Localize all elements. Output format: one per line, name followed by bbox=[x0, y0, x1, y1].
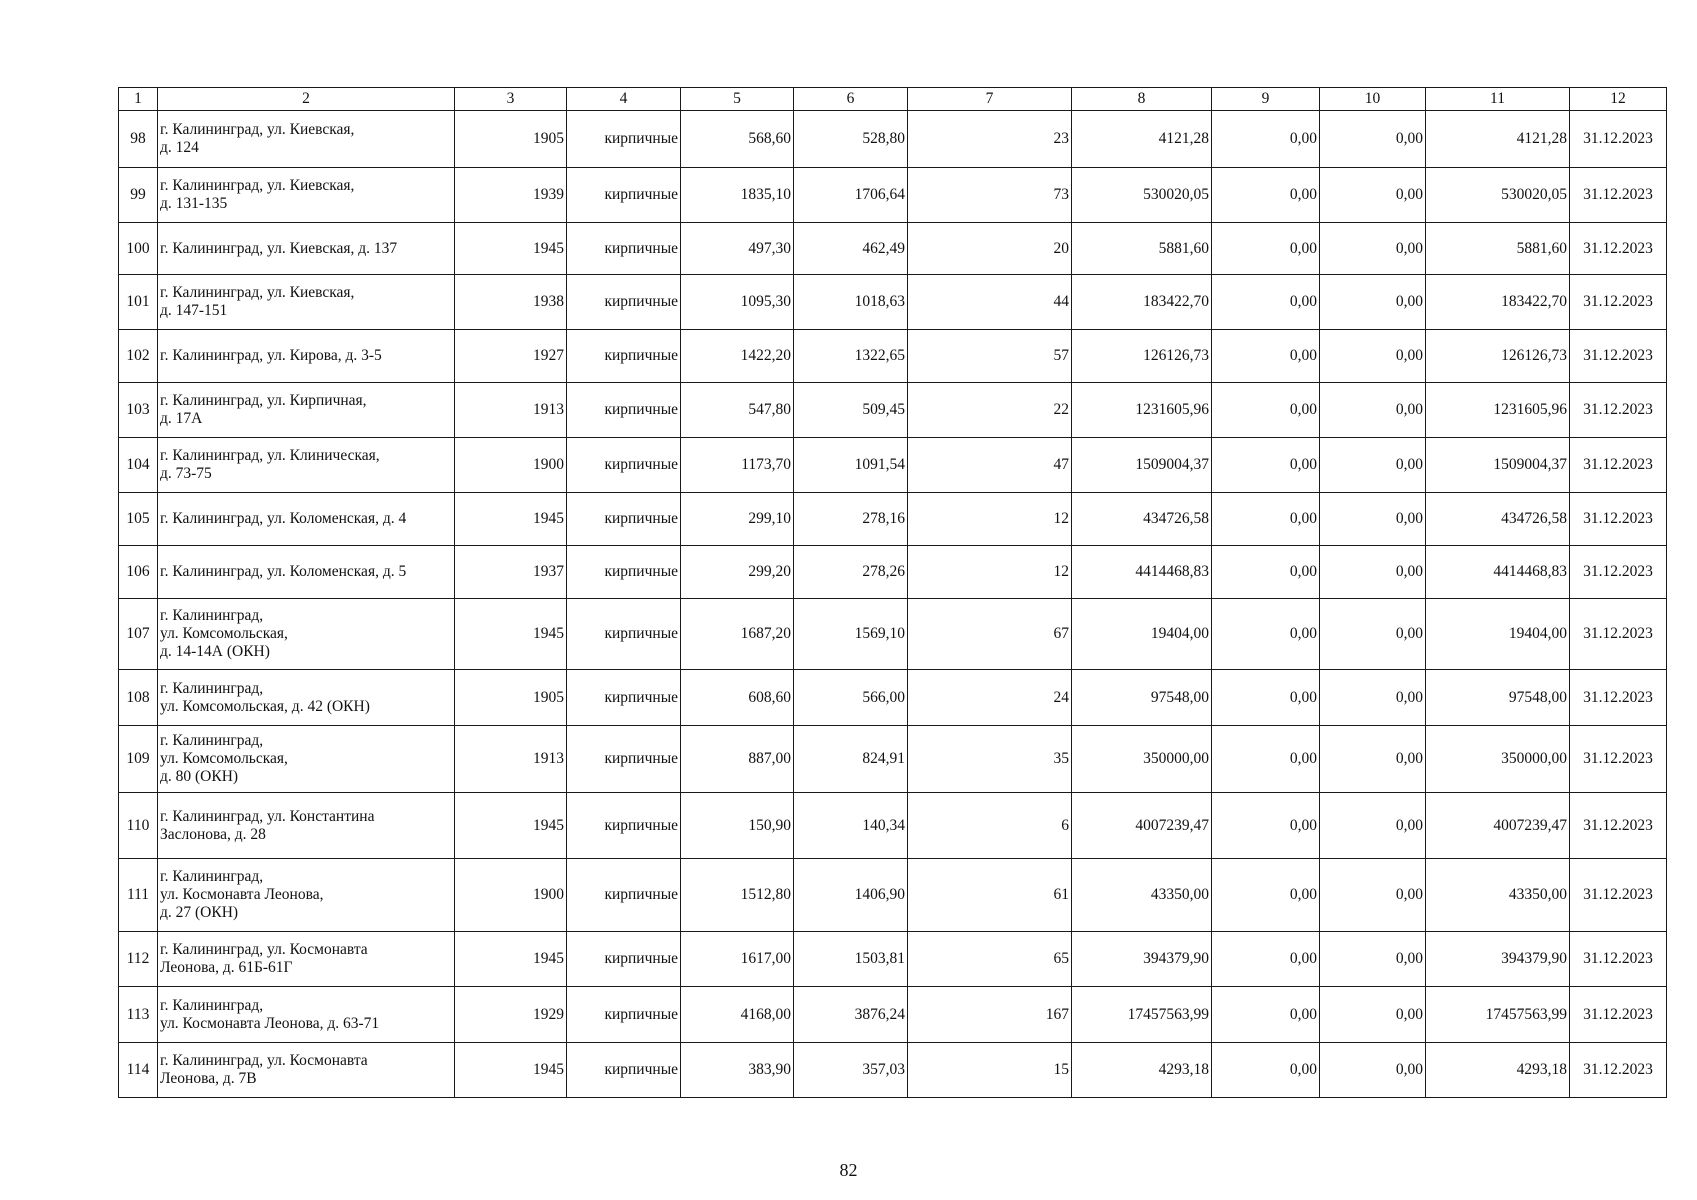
deadline-date-cell: 31.12.2023 bbox=[1570, 383, 1667, 438]
col6-cell: 1406,90 bbox=[794, 859, 908, 932]
year-cell: 1900 bbox=[455, 438, 567, 493]
row-number-cell: 105 bbox=[119, 493, 158, 546]
address-line: г. Калининград, ул. Константина bbox=[160, 807, 375, 825]
col6-cell: 278,16 bbox=[794, 493, 908, 546]
col5-cell: 299,10 bbox=[681, 493, 794, 546]
col7-cell: 65 bbox=[908, 932, 1072, 987]
address-cell bbox=[158, 726, 455, 793]
col6-cell: 1091,54 bbox=[794, 438, 908, 493]
deadline-date-cell: 31.12.2023 bbox=[1570, 1043, 1667, 1098]
table-row bbox=[119, 670, 1667, 726]
deadline-date-cell: 31.12.2023 bbox=[1570, 275, 1667, 330]
col10-cell: 0,00 bbox=[1320, 438, 1426, 493]
deadline-date-cell: 31.12.2023 bbox=[1570, 670, 1667, 726]
table-row bbox=[119, 599, 1667, 670]
address-line: д. 131-135 bbox=[160, 195, 228, 212]
col8-cell: 126126,73 bbox=[1072, 330, 1212, 383]
row-number-cell: 114 bbox=[119, 1043, 158, 1098]
deadline-date-cell: 31.12.2023 bbox=[1570, 493, 1667, 546]
column-number-cell: 9 bbox=[1212, 88, 1320, 111]
wall-material-cell: кирпичные bbox=[567, 859, 681, 932]
deadline-date-cell: 31.12.2023 bbox=[1570, 168, 1667, 223]
year-cell: 1945 bbox=[455, 223, 567, 275]
col7-cell: 44 bbox=[908, 275, 1072, 330]
col5-cell: 1173,70 bbox=[681, 438, 794, 493]
col9-cell: 0,00 bbox=[1212, 793, 1320, 859]
year-cell: 1913 bbox=[455, 383, 567, 438]
col7-cell: 47 bbox=[908, 438, 1072, 493]
col10-cell: 0,00 bbox=[1320, 670, 1426, 726]
col11-cell: 4121,28 bbox=[1426, 111, 1570, 168]
col5-cell: 1617,00 bbox=[681, 932, 794, 987]
column-number-cell: 10 bbox=[1320, 88, 1426, 111]
col10-cell: 0,00 bbox=[1320, 932, 1426, 987]
address-cell bbox=[158, 859, 455, 932]
wall-material-cell: кирпичные bbox=[567, 599, 681, 670]
address-line: ул. Космонавта Леонова, bbox=[160, 886, 324, 903]
col5-cell: 383,90 bbox=[681, 1043, 794, 1098]
col8-cell: 19404,00 bbox=[1072, 599, 1212, 670]
table-row bbox=[119, 546, 1667, 599]
row-number-cell: 104 bbox=[119, 438, 158, 493]
row-number-cell: 112 bbox=[119, 932, 158, 987]
col10-cell: 0,00 bbox=[1320, 275, 1426, 330]
col11-cell: 4007239,47 bbox=[1426, 793, 1570, 859]
year-cell: 1927 bbox=[455, 330, 567, 383]
table-row bbox=[119, 111, 1667, 168]
col5-cell: 1687,20 bbox=[681, 599, 794, 670]
address-line: д. 147-151 bbox=[160, 302, 228, 319]
column-number-cell: 6 bbox=[794, 88, 908, 111]
wall-material-cell: кирпичные bbox=[567, 383, 681, 438]
address-cell bbox=[158, 987, 455, 1043]
col7-cell: 24 bbox=[908, 670, 1072, 726]
year-cell: 1938 bbox=[455, 275, 567, 330]
col10-cell: 0,00 bbox=[1320, 793, 1426, 859]
col7-cell: 12 bbox=[908, 493, 1072, 546]
deadline-date-cell: 31.12.2023 bbox=[1570, 726, 1667, 793]
table-row bbox=[119, 859, 1667, 932]
col10-cell: 0,00 bbox=[1320, 111, 1426, 168]
col7-cell: 15 bbox=[908, 1043, 1072, 1098]
year-cell: 1929 bbox=[455, 987, 567, 1043]
address-line: г. Калининград, bbox=[160, 679, 264, 697]
wall-material-cell: кирпичные bbox=[567, 726, 681, 793]
col7-cell: 57 bbox=[908, 330, 1072, 383]
col7-cell: 6 bbox=[908, 793, 1072, 859]
col8-cell: 43350,00 bbox=[1072, 859, 1212, 932]
address-cell bbox=[158, 223, 455, 275]
col10-cell: 0,00 bbox=[1320, 168, 1426, 223]
address-cell bbox=[158, 932, 455, 987]
col10-cell: 0,00 bbox=[1320, 383, 1426, 438]
col7-cell: 23 bbox=[908, 111, 1072, 168]
col7-cell: 73 bbox=[908, 168, 1072, 223]
address-cell bbox=[158, 168, 455, 223]
col8-cell: 183422,70 bbox=[1072, 275, 1212, 330]
address-line: д. 27 (ОКН) bbox=[160, 904, 239, 921]
col9-cell: 0,00 bbox=[1212, 438, 1320, 493]
table-row bbox=[119, 932, 1667, 987]
row-number-cell: 111 bbox=[119, 859, 158, 932]
address-cell bbox=[158, 438, 455, 493]
address-cell bbox=[158, 793, 455, 859]
table-row bbox=[119, 987, 1667, 1043]
year-cell: 1900 bbox=[455, 859, 567, 932]
column-number-cell: 8 bbox=[1072, 88, 1212, 111]
address-line: д. 73-75 bbox=[160, 465, 212, 482]
col5-cell: 4168,00 bbox=[681, 987, 794, 1043]
column-number-cell: 3 bbox=[455, 88, 567, 111]
address-line: д. 124 bbox=[160, 139, 199, 156]
address-line: г. Калининград, ул. Клиническая, bbox=[160, 447, 380, 464]
year-cell: 1945 bbox=[455, 599, 567, 670]
col5-cell: 1422,20 bbox=[681, 330, 794, 383]
year-cell: 1939 bbox=[455, 168, 567, 223]
col10-cell: 0,00 bbox=[1320, 493, 1426, 546]
table-row bbox=[119, 438, 1667, 493]
deadline-date-cell: 31.12.2023 bbox=[1570, 599, 1667, 670]
wall-material-cell: кирпичные bbox=[567, 793, 681, 859]
col6-cell: 1018,63 bbox=[794, 275, 908, 330]
address-line: г. Калининград, bbox=[160, 607, 264, 624]
column-number-cell: 2 bbox=[158, 88, 455, 111]
col11-cell: 1231605,96 bbox=[1426, 383, 1570, 438]
table-row bbox=[119, 1043, 1667, 1098]
col9-cell: 0,00 bbox=[1212, 859, 1320, 932]
deadline-date-cell: 31.12.2023 bbox=[1570, 223, 1667, 275]
year-cell: 1945 bbox=[455, 1043, 567, 1098]
row-number-cell: 108 bbox=[119, 670, 158, 726]
col10-cell: 0,00 bbox=[1320, 599, 1426, 670]
col6-cell: 1706,64 bbox=[794, 168, 908, 223]
col10-cell: 0,00 bbox=[1320, 859, 1426, 932]
col5-cell: 1095,30 bbox=[681, 275, 794, 330]
wall-material-cell: кирпичные bbox=[567, 493, 681, 546]
col11-cell: 4293,18 bbox=[1426, 1043, 1570, 1098]
address-line: ул. Комсомольская, д. 42 (ОКН) bbox=[160, 697, 370, 715]
col5-cell: 150,90 bbox=[681, 793, 794, 859]
col6-cell: 278,26 bbox=[794, 546, 908, 599]
address-line: ул. Космонавта Леонова, д. 63-71 bbox=[160, 1014, 380, 1032]
col5-cell: 1835,10 bbox=[681, 168, 794, 223]
wall-material-cell: кирпичные bbox=[567, 111, 681, 168]
wall-material-cell: кирпичные bbox=[567, 932, 681, 987]
deadline-date-cell: 31.12.2023 bbox=[1570, 793, 1667, 859]
col9-cell: 0,00 bbox=[1212, 726, 1320, 793]
col8-cell: 1231605,96 bbox=[1072, 383, 1212, 438]
col7-cell: 167 bbox=[908, 987, 1072, 1043]
column-number-cell: 5 bbox=[681, 88, 794, 111]
row-number-cell: 113 bbox=[119, 987, 158, 1043]
table-row bbox=[119, 793, 1667, 859]
address-cell bbox=[158, 275, 455, 330]
table-row bbox=[119, 726, 1667, 793]
address-line: г. Калининград, ул. Коломенская, д. 4 bbox=[160, 510, 407, 527]
wall-material-cell: кирпичные bbox=[567, 330, 681, 383]
address-line: ул. Комсомольская, bbox=[160, 625, 288, 642]
address-line: д. 80 (ОКН) bbox=[160, 768, 239, 785]
col8-cell: 4121,28 bbox=[1072, 111, 1212, 168]
address-cell bbox=[158, 493, 455, 546]
col5-cell: 299,20 bbox=[681, 546, 794, 599]
table-row bbox=[119, 275, 1667, 330]
col8-cell: 5881,60 bbox=[1072, 223, 1212, 275]
wall-material-cell: кирпичные bbox=[567, 275, 681, 330]
col7-cell: 12 bbox=[908, 546, 1072, 599]
col10-cell: 0,00 bbox=[1320, 546, 1426, 599]
address-line: г. Калининград, bbox=[160, 868, 264, 885]
col8-cell: 17457563,99 bbox=[1072, 987, 1212, 1043]
col6-cell: 824,91 bbox=[794, 726, 908, 793]
col8-cell: 4007239,47 bbox=[1072, 793, 1212, 859]
col6-cell: 3876,24 bbox=[794, 987, 908, 1043]
address-cell bbox=[158, 546, 455, 599]
year-cell: 1945 bbox=[455, 932, 567, 987]
deadline-date-cell: 31.12.2023 bbox=[1570, 987, 1667, 1043]
address-line: Леонова, д. 7В bbox=[160, 1070, 257, 1087]
wall-material-cell: кирпичные bbox=[567, 670, 681, 726]
col11-cell: 19404,00 bbox=[1426, 599, 1570, 670]
wall-material-cell: кирпичные bbox=[567, 1043, 681, 1098]
address-cell bbox=[158, 1043, 455, 1098]
deadline-date-cell: 31.12.2023 bbox=[1570, 438, 1667, 493]
column-number-cell: 11 bbox=[1426, 88, 1570, 111]
address-line: г. Калининград, ул. Космонавта bbox=[160, 1052, 368, 1069]
col6-cell: 566,00 bbox=[794, 670, 908, 726]
col9-cell: 0,00 bbox=[1212, 275, 1320, 330]
col7-cell: 22 bbox=[908, 383, 1072, 438]
year-cell: 1905 bbox=[455, 111, 567, 168]
address-line: г. Калининград, ул. Кирова, д. 3-5 bbox=[160, 347, 382, 364]
address-line: г. Калининград, ул. Кирпичная, bbox=[160, 392, 367, 409]
year-cell: 1945 bbox=[455, 493, 567, 546]
wall-material-cell: кирпичные bbox=[567, 168, 681, 223]
col11-cell: 1509004,37 bbox=[1426, 438, 1570, 493]
row-number-cell: 102 bbox=[119, 330, 158, 383]
col11-cell: 97548,00 bbox=[1426, 670, 1570, 726]
wall-material-cell: кирпичные bbox=[567, 438, 681, 493]
year-cell: 1905 bbox=[455, 670, 567, 726]
housing-register-table bbox=[118, 87, 1667, 1098]
address-line: г. Калининград, ул. Коломенская, д. 5 bbox=[160, 563, 407, 580]
col6-cell: 462,49 bbox=[794, 223, 908, 275]
wall-material-cell: кирпичные bbox=[567, 223, 681, 275]
row-number-cell: 109 bbox=[119, 726, 158, 793]
col6-cell: 509,45 bbox=[794, 383, 908, 438]
table-row bbox=[119, 493, 1667, 546]
register-body bbox=[119, 111, 1667, 1098]
col9-cell: 0,00 bbox=[1212, 383, 1320, 438]
address-cell bbox=[158, 330, 455, 383]
col8-cell: 350000,00 bbox=[1072, 726, 1212, 793]
col8-cell: 394379,90 bbox=[1072, 932, 1212, 987]
address-cell bbox=[158, 670, 455, 726]
col10-cell: 0,00 bbox=[1320, 223, 1426, 275]
col11-cell: 394379,90 bbox=[1426, 932, 1570, 987]
register-sheet bbox=[118, 87, 1666, 1098]
year-cell: 1913 bbox=[455, 726, 567, 793]
row-number-cell: 98 bbox=[119, 111, 158, 168]
col5-cell: 568,60 bbox=[681, 111, 794, 168]
column-number-row bbox=[119, 88, 1667, 111]
deadline-date-cell: 31.12.2023 bbox=[1570, 330, 1667, 383]
deadline-date-cell: 31.12.2023 bbox=[1570, 111, 1667, 168]
col8-cell: 1509004,37 bbox=[1072, 438, 1212, 493]
deadline-date-cell: 31.12.2023 bbox=[1570, 546, 1667, 599]
col9-cell: 0,00 bbox=[1212, 168, 1320, 223]
col6-cell: 1503,81 bbox=[794, 932, 908, 987]
col9-cell: 0,00 bbox=[1212, 1043, 1320, 1098]
col9-cell: 0,00 bbox=[1212, 493, 1320, 546]
col7-cell: 35 bbox=[908, 726, 1072, 793]
col7-cell: 67 bbox=[908, 599, 1072, 670]
col8-cell: 434726,58 bbox=[1072, 493, 1212, 546]
col9-cell: 0,00 bbox=[1212, 599, 1320, 670]
col11-cell: 183422,70 bbox=[1426, 275, 1570, 330]
col10-cell: 0,00 bbox=[1320, 726, 1426, 793]
row-number-cell: 99 bbox=[119, 168, 158, 223]
col6-cell: 1569,10 bbox=[794, 599, 908, 670]
year-cell: 1937 bbox=[455, 546, 567, 599]
col9-cell: 0,00 bbox=[1212, 670, 1320, 726]
col9-cell: 0,00 bbox=[1212, 330, 1320, 383]
col6-cell: 1322,65 bbox=[794, 330, 908, 383]
col6-cell: 140,34 bbox=[794, 793, 908, 859]
col6-cell: 528,80 bbox=[794, 111, 908, 168]
address-cell bbox=[158, 383, 455, 438]
col11-cell: 126126,73 bbox=[1426, 330, 1570, 383]
col11-cell: 17457563,99 bbox=[1426, 987, 1570, 1043]
col8-cell: 4414468,83 bbox=[1072, 546, 1212, 599]
col8-cell: 4293,18 bbox=[1072, 1043, 1212, 1098]
row-number-cell: 103 bbox=[119, 383, 158, 438]
table-row bbox=[119, 223, 1667, 275]
address-line: г. Калининград, ул. Киевская, д. 137 bbox=[160, 239, 398, 257]
row-number-cell: 107 bbox=[119, 599, 158, 670]
col11-cell: 5881,60 bbox=[1426, 223, 1570, 275]
column-number-cell: 4 bbox=[567, 88, 681, 111]
col7-cell: 61 bbox=[908, 859, 1072, 932]
col11-cell: 4414468,83 bbox=[1426, 546, 1570, 599]
deadline-date-cell: 31.12.2023 bbox=[1570, 859, 1667, 932]
address-line: ул. Комсомольская, bbox=[160, 750, 288, 767]
col11-cell: 350000,00 bbox=[1426, 726, 1570, 793]
col9-cell: 0,00 bbox=[1212, 223, 1320, 275]
column-number-cell: 12 bbox=[1570, 88, 1667, 111]
column-number-cell: 7 bbox=[908, 88, 1072, 111]
col8-cell: 530020,05 bbox=[1072, 168, 1212, 223]
col6-cell: 357,03 bbox=[794, 1043, 908, 1098]
col5-cell: 547,80 bbox=[681, 383, 794, 438]
address-line: Леонова, д. 61Б-61Г bbox=[160, 959, 293, 976]
wall-material-cell: кирпичные bbox=[567, 546, 681, 599]
col5-cell: 1512,80 bbox=[681, 859, 794, 932]
col5-cell: 608,60 bbox=[681, 670, 794, 726]
col8-cell: 97548,00 bbox=[1072, 670, 1212, 726]
row-number-cell: 100 bbox=[119, 223, 158, 275]
col9-cell: 0,00 bbox=[1212, 932, 1320, 987]
row-number-cell: 101 bbox=[119, 275, 158, 330]
address-cell bbox=[158, 111, 455, 168]
col10-cell: 0,00 bbox=[1320, 1043, 1426, 1098]
address-line: д. 14-14А (ОКН) bbox=[160, 643, 270, 660]
col9-cell: 0,00 bbox=[1212, 546, 1320, 599]
wall-material-cell: кирпичные bbox=[567, 987, 681, 1043]
col7-cell: 20 bbox=[908, 223, 1072, 275]
col5-cell: 497,30 bbox=[681, 223, 794, 275]
table-row bbox=[119, 383, 1667, 438]
table-row bbox=[119, 168, 1667, 223]
col10-cell: 0,00 bbox=[1320, 330, 1426, 383]
row-number-cell: 110 bbox=[119, 793, 158, 859]
address-line: г. Калининград, bbox=[160, 996, 264, 1014]
col11-cell: 530020,05 bbox=[1426, 168, 1570, 223]
col5-cell: 887,00 bbox=[681, 726, 794, 793]
column-number-cell: 1 bbox=[119, 88, 158, 111]
table-row bbox=[119, 330, 1667, 383]
year-cell: 1945 bbox=[455, 793, 567, 859]
address-line: д. 17А bbox=[160, 410, 203, 427]
page-number: 82 bbox=[839, 1160, 858, 1180]
address-line: Заслонова, д. 28 bbox=[160, 825, 266, 843]
address-line: г. Калининград, bbox=[160, 732, 264, 749]
address-line: г. Калининград, ул. Космонавта bbox=[160, 941, 368, 958]
address-cell bbox=[158, 599, 455, 670]
address-line: г. Калининград, ул. Киевская, bbox=[160, 177, 355, 194]
col9-cell: 0,00 bbox=[1212, 111, 1320, 168]
col11-cell: 434726,58 bbox=[1426, 493, 1570, 546]
deadline-date-cell: 31.12.2023 bbox=[1570, 932, 1667, 987]
address-line: г. Калининград, ул. Киевская, bbox=[160, 284, 355, 301]
col11-cell: 43350,00 bbox=[1426, 859, 1570, 932]
row-number-cell: 106 bbox=[119, 546, 158, 599]
col10-cell: 0,00 bbox=[1320, 987, 1426, 1043]
col9-cell: 0,00 bbox=[1212, 987, 1320, 1043]
address-line: г. Калининград, ул. Киевская, bbox=[160, 121, 355, 138]
